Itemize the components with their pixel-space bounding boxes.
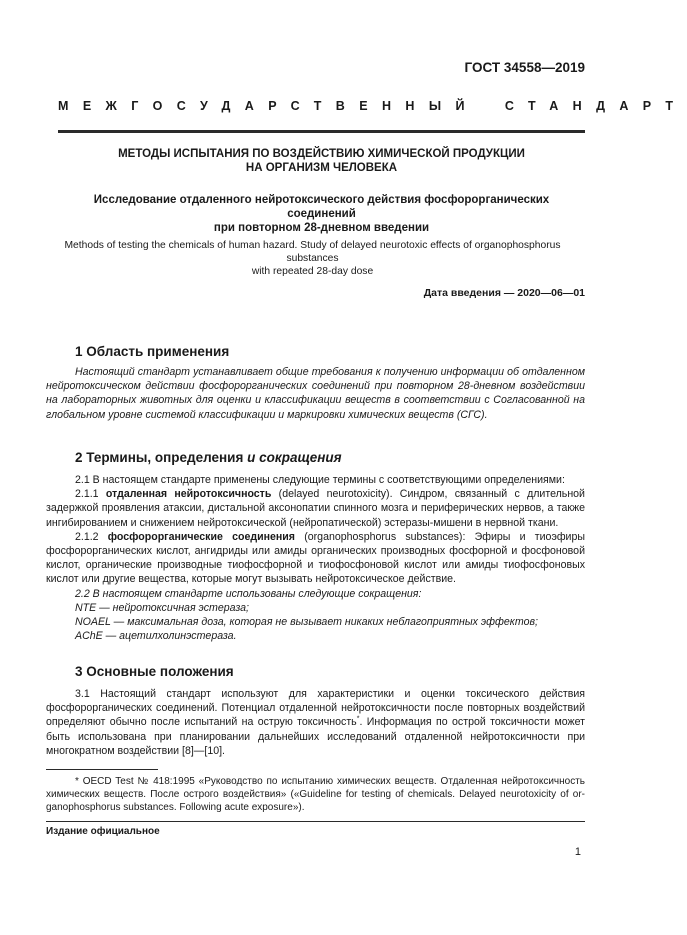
clause-2-1-2-number: 2.1.2 xyxy=(75,530,108,543)
header-divider xyxy=(58,130,585,133)
introduction-date: Дата введения — 2020—06—01 xyxy=(423,287,585,299)
main-title xyxy=(58,147,585,175)
clause-3-1-text-a: 3.1 Настоящий стандарт используют для характеристики и оценки токсического действия фосфорорганических соединений. Потенциал отдаленной нейротоксичности после повторных воздействий определяют обычно после испытаний на острую токсичность xyxy=(46,688,585,729)
section3-heading: 3 Основные положения xyxy=(75,664,234,679)
clause-2-1-1 xyxy=(46,487,585,530)
page-number: 1 xyxy=(574,846,581,858)
section1-text: Настоящий стандарт устанавливает общие требования к получению информации об отдаленном нейротоксическом действии фосфорорганических соединений при повторном 28-дневном воздействии на лабораторных животных для оценки и классификации веществ в соответствии с Согласованной на глобальном уровне системой классификации и маркировки химических веществ (СГС). xyxy=(46,366,585,421)
section2-body xyxy=(46,473,585,643)
subtitle-line2: при повторном 28-дневном введении xyxy=(213,222,430,234)
footnote xyxy=(46,775,585,814)
section2-heading-plain: 2 Термины, определения xyxy=(75,450,248,465)
clause-2-1-2 xyxy=(46,530,585,587)
footer-divider xyxy=(46,821,585,822)
standard-type-word1: МЕЖГОСУДАРСТВЕННЫЙ xyxy=(58,99,479,113)
clause-3-1-text-b: . Информация по острой токсичности может быть использована при планировании дальнейших исследований отдаленной нейротоксичности при многократном воздействии [8]—[10]. xyxy=(46,716,585,757)
clause-2-1-1-definition: (delayed neurotoxicity). Синдром, связанный с длительной задержкой проявления атаксии, дистальной аксонопатии спинного мозга и периферических нервов, а также ингибированием и снижением нейротоксической (нейропатической) эстеразы-мишени в нервной ткани. xyxy=(46,488,585,529)
standard-type xyxy=(58,99,687,113)
abbreviation-nte: NTE — нейротоксичная эстераза; xyxy=(75,601,249,614)
subtitle xyxy=(58,193,585,235)
section2-heading-italic: и сокращения xyxy=(247,450,342,465)
main-title-line2: НА ОРГАНИЗМ ЧЕЛОВЕКА xyxy=(245,162,398,174)
abbreviation-noael: NOAEL — максимальная доза, которая не вызывает никаких неблагоприятных эффектов; xyxy=(75,616,538,629)
section2-heading xyxy=(75,450,342,465)
clause-2-1-1-number: 2.1.1 xyxy=(75,488,106,501)
standard-type-word2: СТАНДАРТ xyxy=(504,99,687,113)
main-title-line1: МЕТОДЫ ИСПЫТАНИЯ ПО ВОЗДЕЙСТВИЮ ХИМИЧЕСКОЙ ПРОДУКЦИИ xyxy=(118,148,525,160)
section3-body xyxy=(46,687,585,758)
clause-2-1: 2.1 В настоящем стандарте применены следующие термины с соответствующими определениями: xyxy=(75,474,565,486)
clause-2-1-1-term: отдаленная нейротоксичность xyxy=(105,488,272,501)
footnote-divider xyxy=(46,769,158,770)
clause-2-1-2-definition: (organophosphorus substances): Эфиры и тиоэфиры фосфорорганических кислот, ангидриды или амиды органических производных фосфорной и фосфоновой кислот, органические производные тиофосфорной и тиофосфоновой кислот или амиды тиофосфоновых кислот или другие вещества, которые могут вызывать нейротоксическое действие. xyxy=(46,530,585,586)
subtitle-line1: Исследование отдаленного нейротоксического действия фосфорорганических соединений xyxy=(93,194,550,220)
section1-heading: 1 Область применения xyxy=(75,344,230,359)
clause-2-2: 2.2 В настоящем стандарте использованы следующие сокращения: xyxy=(75,587,422,600)
footnote-reference[interactable]: * xyxy=(356,715,360,723)
clause-3-1 xyxy=(46,687,585,758)
english-title xyxy=(40,239,585,278)
english-title-line1: Methods of testing the chemicals of human hazard. Study of delayed neurotoxic effects of organophosphorus substances xyxy=(64,240,561,264)
edition-label: Издание официальное xyxy=(46,826,160,837)
footnote-text: * OECD Test № 418:1995 «Руководство по испытанию химических веществ. Отдаленная нейротоксичность химических веществ. После острого воздействия» («Guideline for testing of chemicals. Delayed neurotoxicity of organophosphorus substances. Following acute exposure»). xyxy=(46,776,585,813)
section1-body xyxy=(46,365,585,422)
document-number: ГОСТ 34558—2019 xyxy=(464,60,585,75)
english-title-line2: with repeated 28-day dose xyxy=(251,266,374,277)
abbreviation-ache: AChE — ацетилхолинэстераза. xyxy=(75,630,237,643)
clause-2-1-2-term: фосфорорганические соединения xyxy=(107,530,295,543)
